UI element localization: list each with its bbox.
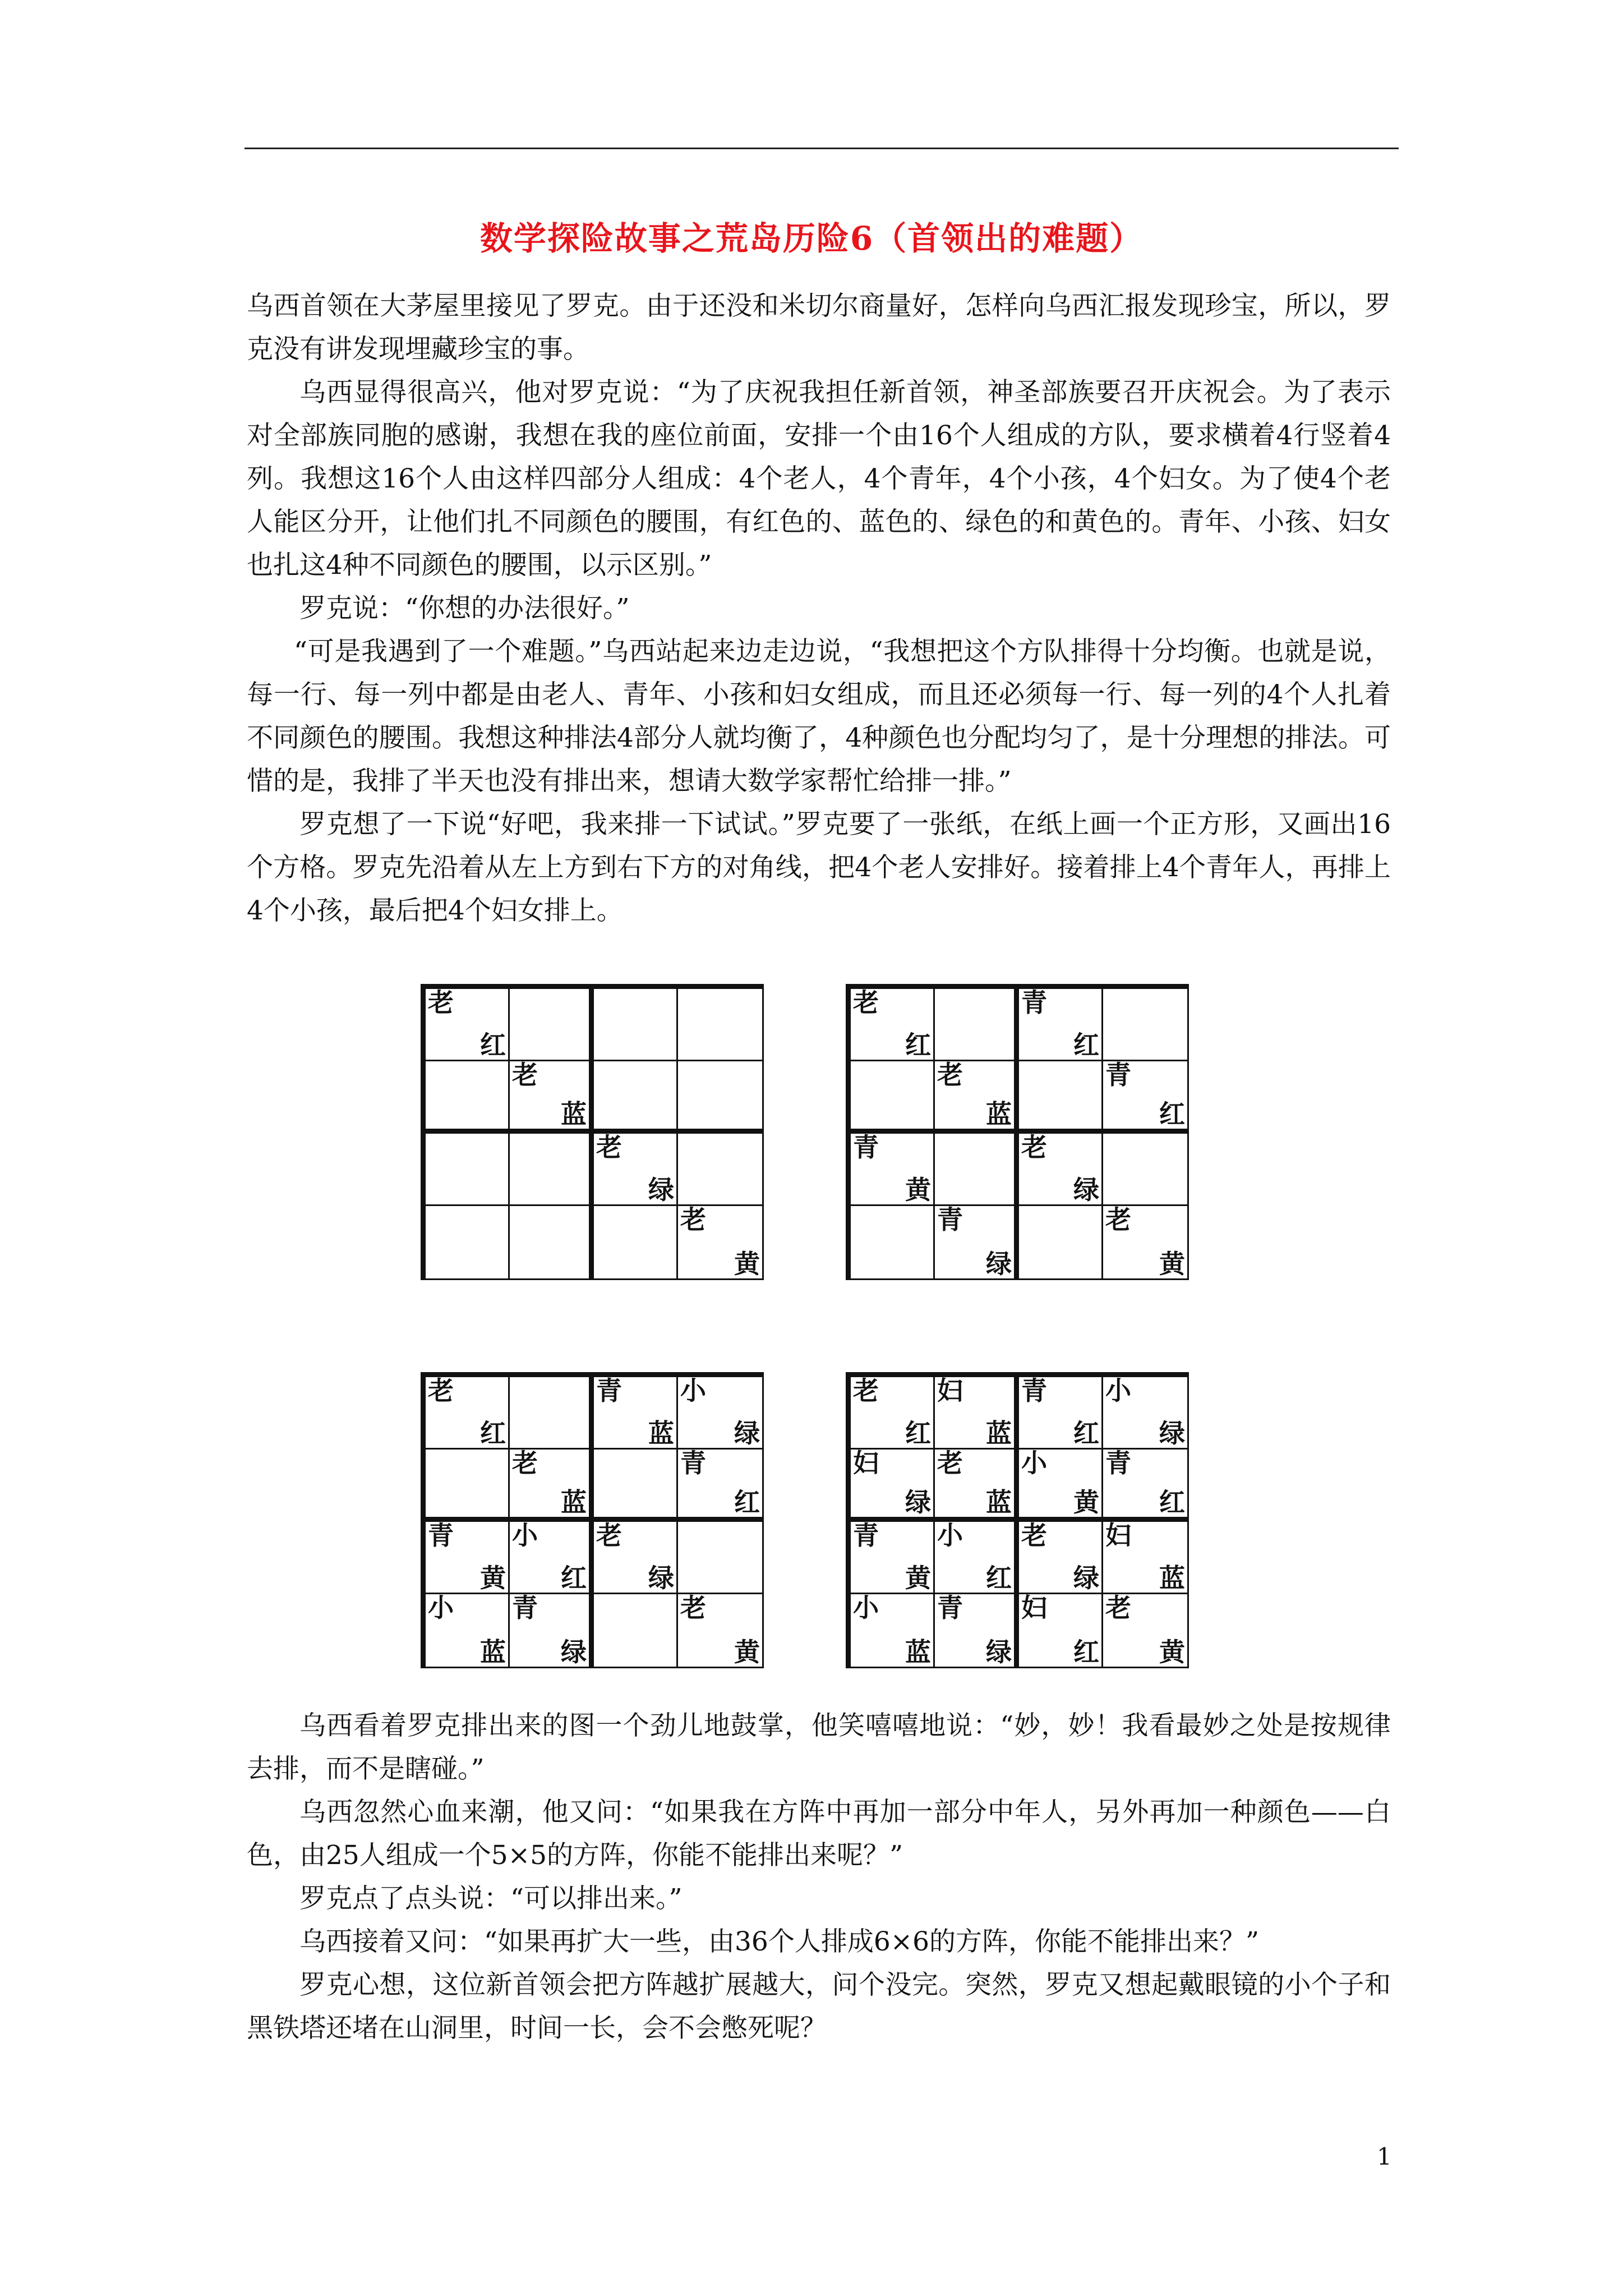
grid-cell bbox=[594, 989, 678, 1061]
grid-cell bbox=[1019, 989, 1103, 1061]
color-label: 绿 bbox=[986, 1249, 1012, 1279]
grid-cell bbox=[851, 1206, 935, 1278]
color-label: 绿 bbox=[1073, 1563, 1099, 1593]
paragraph-2: 乌西显得很高兴，他对罗克说：“为了庆祝我担任新首领，神圣部族要召开庆祝会。为了表示对全部族同胞的感谢，我想在我的座位前面，安排一个由16个人组成的方队，要求横着4行竖着4列。我想这16个人由这样四部分人组成：4个老人，4个青年，4个小孩，4个妇女。为了使4个老人能区分开，让他们扎不同颜色的腰围，有红色的、蓝色的、绿色的和黄色的。青年、小孩、妇女也扎这4种不同颜色的腰围，以示区别。” bbox=[247, 377, 1391, 581]
person-label: 老 bbox=[680, 1204, 706, 1235]
color-label: 红 bbox=[905, 1030, 931, 1060]
grid-cell bbox=[510, 1377, 594, 1450]
person-label: 小 bbox=[1105, 1375, 1131, 1406]
person-label: 老 bbox=[596, 1520, 622, 1550]
person-label: 青 bbox=[1105, 1060, 1131, 1090]
grid-cell bbox=[594, 1134, 678, 1206]
grid-cell bbox=[510, 1206, 594, 1278]
person-label: 老 bbox=[428, 1375, 454, 1406]
grid-cell bbox=[510, 1134, 594, 1206]
person-label: 青 bbox=[428, 1520, 454, 1550]
color-label: 红 bbox=[1073, 1637, 1099, 1667]
paragraph-1: 乌西首领在大茅屋里接见了罗克。由于还没和米切尔商量好，怎样向乌西汇报发现珍宝，所以，罗克没有讲发现埋藏珍宝的事。 bbox=[247, 291, 1391, 365]
grid-cell bbox=[594, 1450, 678, 1522]
person-label: 青 bbox=[512, 1593, 538, 1623]
grid-cell bbox=[935, 1206, 1019, 1278]
grid-cell bbox=[426, 1522, 510, 1594]
grid-cell bbox=[1103, 1206, 1187, 1278]
grid-cell bbox=[851, 1134, 935, 1206]
person-label: 青 bbox=[1021, 987, 1047, 1018]
color-label: 蓝 bbox=[561, 1099, 587, 1129]
page-title: 数学探险故事之荒岛历险6（首领出的难题） bbox=[479, 219, 1144, 257]
paragraph-4: “可是我遇到了一个难题。”乌西站起来边走边说，“我想把这个方队排得十分均衡。也就是说，每一行、每一列中都是由老人、青年、小孩和妇女组成，而且还必须每一行、每一列的4个人扎着不同颜色的腰围。我想这种排法4部分人就均衡了，4种颜色也分配均匀了，是十分理想的排法。可惜的是，我排了半天也没有排出来，想请大数学家帮忙给排一排。” bbox=[247, 636, 1391, 797]
paragraph-6: 乌西看着罗克排出来的图一个劲儿地鼓掌，他笑嘻嘻地说：“妙，妙！我看最妙之处是按规律去排，而不是瞎碰。” bbox=[247, 1710, 1391, 1784]
color-label: 黄 bbox=[905, 1563, 931, 1593]
person-label: 小 bbox=[937, 1520, 963, 1550]
grid-cell bbox=[678, 1206, 762, 1278]
person-label: 老 bbox=[1021, 1520, 1047, 1550]
grid-cell bbox=[594, 1594, 678, 1667]
color-label: 绿 bbox=[905, 1487, 931, 1517]
person-label: 小 bbox=[512, 1520, 538, 1550]
grid-cell bbox=[594, 1206, 678, 1278]
color-label: 黄 bbox=[480, 1563, 506, 1593]
grid-cell bbox=[935, 1061, 1019, 1134]
person-label: 青 bbox=[853, 1520, 879, 1550]
color-label: 蓝 bbox=[480, 1637, 506, 1667]
color-label: 黄 bbox=[905, 1175, 931, 1205]
grid-cell bbox=[851, 1061, 935, 1134]
grid-cell bbox=[851, 1450, 935, 1522]
color-label: 蓝 bbox=[1159, 1563, 1185, 1593]
color-label: 红 bbox=[986, 1563, 1012, 1593]
grid-cell bbox=[426, 1450, 510, 1522]
person-label: 小 bbox=[680, 1375, 706, 1406]
person-label: 老 bbox=[1105, 1204, 1131, 1235]
color-label: 绿 bbox=[648, 1175, 674, 1205]
grid-cell bbox=[510, 989, 594, 1061]
latin-square-grid-1 bbox=[421, 984, 764, 1280]
grid-cell bbox=[678, 1594, 762, 1667]
grid-cell bbox=[1019, 1594, 1103, 1667]
grid-cell bbox=[935, 1450, 1019, 1522]
grid-cell bbox=[510, 1061, 594, 1134]
color-label: 绿 bbox=[561, 1637, 587, 1667]
paragraph-10: 罗克心想，这位新首领会把方阵越扩展越大，问个没完。突然，罗克又想起戴眼镜的小个子和黑铁塔还堵在山洞里，时间一长，会不会憋死呢？ bbox=[247, 1970, 1391, 2044]
person-label: 青 bbox=[937, 1204, 963, 1235]
person-label: 小 bbox=[1021, 1448, 1047, 1478]
color-label: 蓝 bbox=[905, 1637, 931, 1667]
color-label: 黄 bbox=[734, 1637, 760, 1667]
grid-cell bbox=[935, 1522, 1019, 1594]
grid-cell bbox=[594, 1061, 678, 1134]
grid-cell bbox=[678, 1450, 762, 1522]
person-label: 老 bbox=[512, 1060, 538, 1090]
color-label: 黄 bbox=[734, 1249, 760, 1279]
grid-cell bbox=[851, 1594, 935, 1667]
person-label: 老 bbox=[1021, 1132, 1047, 1162]
person-label: 老 bbox=[937, 1448, 963, 1478]
person-label: 老 bbox=[853, 987, 879, 1018]
latin-square-grid-2 bbox=[846, 984, 1189, 1280]
color-label: 红 bbox=[561, 1563, 587, 1593]
person-label: 青 bbox=[680, 1448, 706, 1478]
person-label: 老 bbox=[512, 1448, 538, 1478]
grid-cell bbox=[678, 989, 762, 1061]
person-label: 小 bbox=[853, 1593, 879, 1623]
grid-cell bbox=[851, 1377, 935, 1450]
color-label: 蓝 bbox=[986, 1418, 1012, 1448]
color-label: 绿 bbox=[1073, 1175, 1099, 1205]
color-label: 黄 bbox=[1073, 1487, 1099, 1517]
grid-cell bbox=[851, 1522, 935, 1594]
grid-cell bbox=[1103, 989, 1187, 1061]
grid-cell bbox=[1103, 1134, 1187, 1206]
person-label: 妇 bbox=[853, 1448, 879, 1478]
latin-square-grid-4 bbox=[846, 1372, 1189, 1668]
color-label: 红 bbox=[1159, 1099, 1185, 1129]
color-label: 黄 bbox=[1159, 1249, 1185, 1279]
grid-cell bbox=[1019, 1206, 1103, 1278]
grid-cell bbox=[678, 1522, 762, 1594]
grid-cell bbox=[510, 1594, 594, 1667]
grid-cell bbox=[851, 989, 935, 1061]
person-label: 青 bbox=[596, 1375, 622, 1406]
grid-cell bbox=[678, 1377, 762, 1450]
grid-cell bbox=[1103, 1522, 1187, 1594]
color-label: 蓝 bbox=[648, 1418, 674, 1448]
person-label: 青 bbox=[1021, 1375, 1047, 1406]
person-label: 老 bbox=[937, 1060, 963, 1090]
grid-cell bbox=[426, 989, 510, 1061]
grid-cell bbox=[426, 1061, 510, 1134]
grid-cell bbox=[935, 989, 1019, 1061]
person-label: 小 bbox=[428, 1593, 454, 1623]
grid-cell bbox=[426, 1134, 510, 1206]
grid-cell bbox=[426, 1377, 510, 1450]
person-label: 老 bbox=[428, 987, 454, 1018]
grid-cell bbox=[426, 1594, 510, 1667]
page-number: 1 bbox=[1377, 2143, 1392, 2170]
color-label: 绿 bbox=[986, 1637, 1012, 1667]
paragraph-8: 罗克点了点头说：“可以排出来。” bbox=[299, 1883, 683, 1914]
color-label: 红 bbox=[480, 1030, 506, 1060]
paragraph-9: 乌西接着又问：“如果再扩大一些，由36个人排成6×6的方阵，你能不能排出来？” bbox=[299, 1926, 1260, 1957]
color-label: 红 bbox=[734, 1487, 760, 1517]
grid-cell bbox=[1019, 1061, 1103, 1134]
grid-cell bbox=[935, 1377, 1019, 1450]
person-label: 青 bbox=[1105, 1448, 1131, 1478]
person-label: 老 bbox=[596, 1132, 622, 1162]
latin-square-grid-3 bbox=[421, 1372, 764, 1668]
color-label: 红 bbox=[1159, 1487, 1185, 1517]
grid-cell bbox=[1103, 1377, 1187, 1450]
person-label: 老 bbox=[680, 1593, 706, 1623]
grid-cell bbox=[1019, 1377, 1103, 1450]
color-label: 蓝 bbox=[986, 1487, 1012, 1517]
person-label: 青 bbox=[853, 1132, 879, 1162]
color-label: 绿 bbox=[1159, 1418, 1185, 1448]
header-rule bbox=[245, 148, 1399, 149]
grid-cell bbox=[594, 1377, 678, 1450]
grid-cell bbox=[1103, 1061, 1187, 1134]
grid-cell bbox=[426, 1206, 510, 1278]
paragraph-7: 乌西忽然心血来潮，他又问：“如果我在方阵中再加一部分中年人，另外再加一种颜色——白色，由25人组成一个5×5的方阵，你能不能排出来呢？” bbox=[247, 1797, 1391, 1871]
color-label: 绿 bbox=[734, 1418, 760, 1448]
person-label: 青 bbox=[937, 1593, 963, 1623]
color-label: 黄 bbox=[1159, 1637, 1185, 1667]
person-label: 妇 bbox=[937, 1375, 963, 1406]
grid-cell bbox=[678, 1061, 762, 1134]
person-label: 妇 bbox=[1021, 1593, 1047, 1623]
color-label: 蓝 bbox=[986, 1099, 1012, 1129]
paragraph-5: 罗克想了一下说“好吧，我来排一下试试。”罗克要了一张纸，在纸上画一个正方形，又画出16个方格。罗克先沿着从左上方到右下方的对角线，把4个老人安排好。接着排上4个青年人，再排上4个小孩，最后把4个妇女排上。 bbox=[247, 809, 1391, 926]
grid-cell bbox=[935, 1134, 1019, 1206]
grid-cell bbox=[678, 1134, 762, 1206]
paragraph-3: 罗克说：“你想的办法很好。” bbox=[299, 593, 630, 624]
color-label: 绿 bbox=[648, 1563, 674, 1593]
person-label: 老 bbox=[1105, 1593, 1131, 1623]
grid-cell bbox=[1019, 1450, 1103, 1522]
color-label: 红 bbox=[480, 1418, 506, 1448]
grid-cell bbox=[510, 1522, 594, 1594]
color-label: 红 bbox=[905, 1418, 931, 1448]
grid-cell bbox=[935, 1594, 1019, 1667]
grid-cell bbox=[594, 1522, 678, 1594]
person-label: 妇 bbox=[1105, 1520, 1131, 1550]
color-label: 红 bbox=[1073, 1418, 1099, 1448]
person-label: 老 bbox=[853, 1375, 879, 1406]
grid-cell bbox=[1019, 1134, 1103, 1206]
color-label: 红 bbox=[1073, 1030, 1099, 1060]
grid-cell bbox=[1103, 1594, 1187, 1667]
grid-cell bbox=[1103, 1450, 1187, 1522]
color-label: 蓝 bbox=[561, 1487, 587, 1517]
grid-cell bbox=[510, 1450, 594, 1522]
grid-cell bbox=[1019, 1522, 1103, 1594]
